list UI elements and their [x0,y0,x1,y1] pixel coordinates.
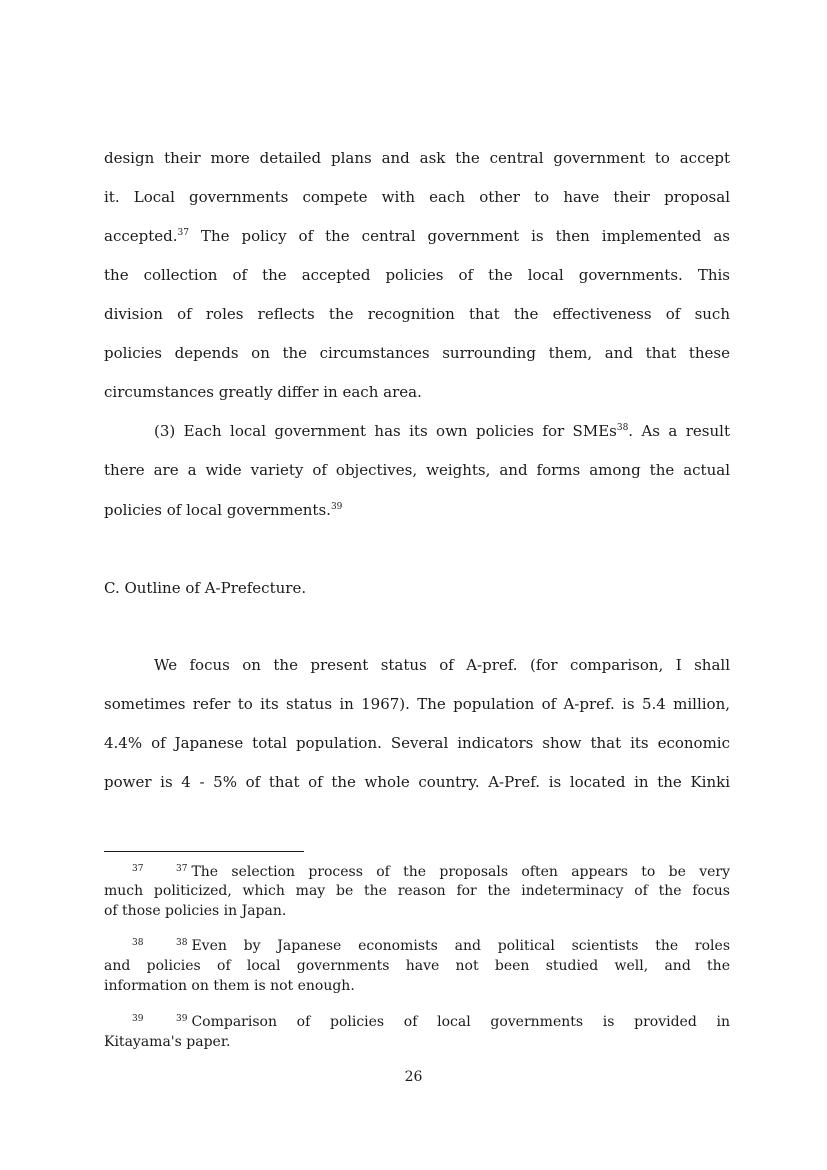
body-line: sometimes refer to its status in 1967). The population of A-pref. is 5.4 million, [104,695,730,713]
body-line: policies depends on the circumstances surrounding them, and that these [104,344,730,362]
footnote-marker: 38 [176,938,188,948]
section-heading: C. Outline of A-Prefecture. [104,579,307,597]
footnote-line: Kitayama's paper. [104,1034,231,1050]
body-text: . As a result [628,422,730,440]
footnote-line: information on them is not enough. [104,978,355,994]
body-line [104,226,730,246]
body-text: The policy of the central government is then implemented as [188,227,730,245]
body-text: accepted. [104,227,178,245]
body-line: circumstances greatly differ in each area. [104,383,422,401]
body-line: power is 4 - 5% of that of the whole country. A-Pref. is located in the Kinki [104,773,730,791]
body-line: division of roles reflects the recognition that the effectiveness of such [104,305,730,323]
footnote-line: 38 $^{38}$ Even by Japanese economists and political scientists the roles [132,938,730,954]
body-text: policies of local governments. [104,501,331,519]
footnote-line: 39 $^{39}$ Comparison of policies of local governments is provided in [132,1014,730,1030]
body-line: 4.4% of Japanese total population. Several indicators show that its economic [104,734,730,752]
footnote-line: much politicized, which may be the reason for the indeterminacy of the focus [104,883,730,899]
page-number: 26 [404,1069,423,1085]
body-line: the collection of the accepted policies of the local governments. This [104,266,730,284]
footnote-text: The selection process of the proposals often appears to be very [191,864,730,880]
body-text: (3) Each local government has its own policies for SMEs [154,422,617,440]
footnote-marker: 37 [176,864,188,874]
footnote-text: Comparison of policies of local governments is provided in [191,1014,730,1030]
footnote-text: Even by Japanese economists and political scientists the roles [191,938,730,954]
body-line: We focus on the present status of A-pref. (for comparison, I shall [154,656,730,674]
body-line: there are a wide variety of objectives, weights, and forms among the actual [104,461,730,479]
footnote-marker: 39 [176,1014,188,1024]
footnote-ref: 37 [177,228,189,238]
footnote-divider [104,851,304,852]
footnote-ref: 39 [330,502,343,512]
footnote-line: 37 $^{37}$ The selection process of the proposals often appears to be very [132,864,730,880]
footnote-line: of those policies in Japan. [104,903,287,919]
footnote-ref: 38 [616,423,629,433]
body-line: it. Local governments compete with each other to have their proposal [104,188,730,206]
footnote-line: and policies of local governments have not been studied well, and the [104,958,730,974]
body-line [104,500,730,520]
body-line: design their more detailed plans and ask the central government to accept [104,149,730,167]
body-line [154,421,730,441]
